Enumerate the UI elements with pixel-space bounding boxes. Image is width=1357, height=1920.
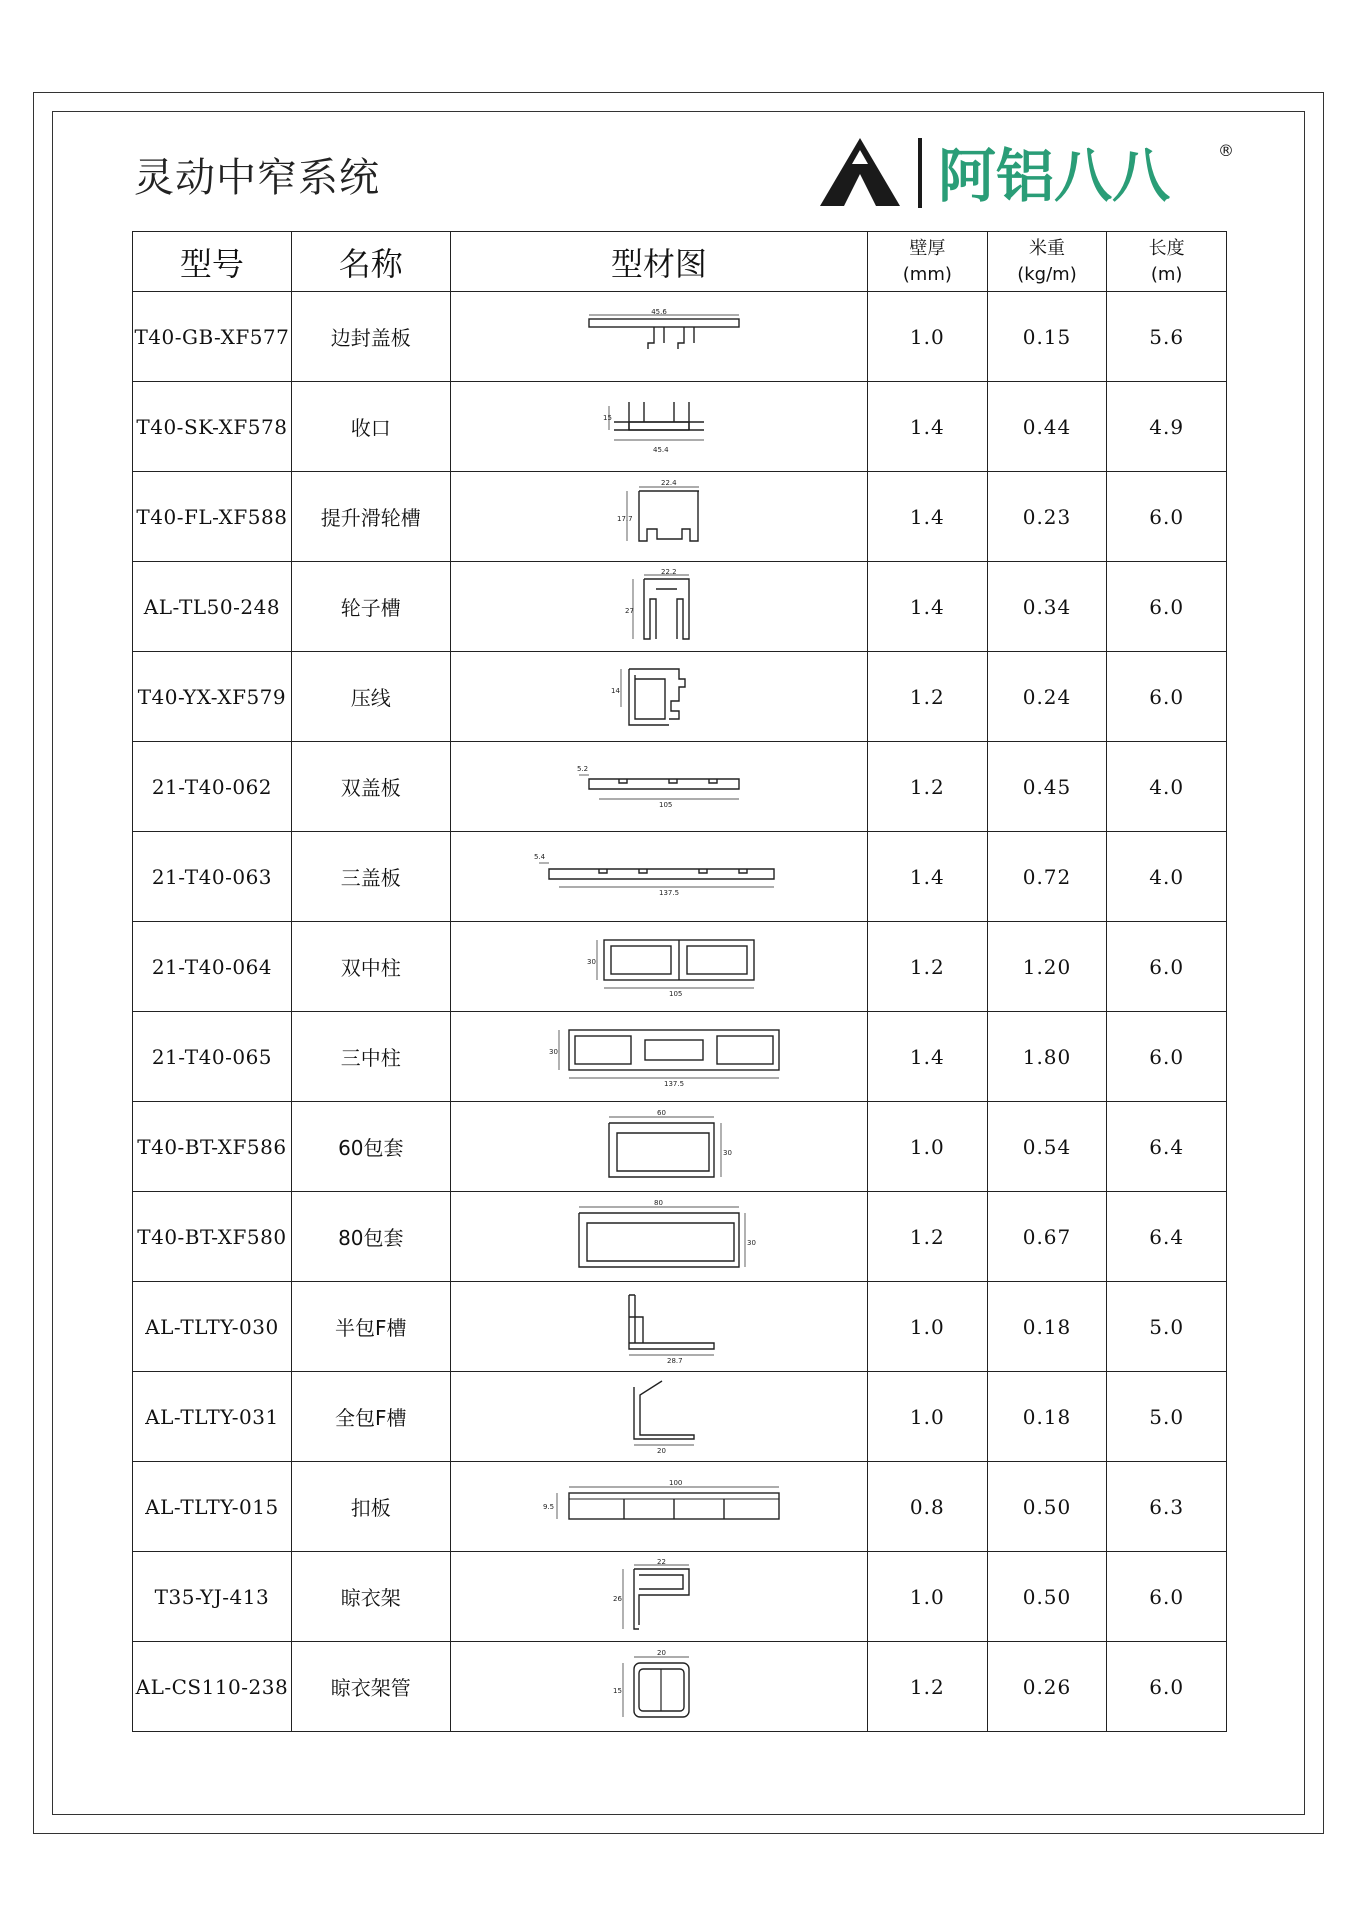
- cell-weight: 0.50: [987, 1552, 1107, 1642]
- cell-model: AL-TLTY-031: [133, 1372, 292, 1462]
- svg-text:30: 30: [586, 957, 596, 966]
- cell-drawing: [450, 292, 867, 382]
- cell-drawing: [450, 1282, 867, 1372]
- cell-name: 全包F槽: [291, 1372, 450, 1462]
- cell-weight: 0.24: [987, 652, 1107, 742]
- cell-weight: 0.50: [987, 1462, 1107, 1552]
- profile-drawing: [559, 757, 759, 817]
- cell-weight: 1.80: [987, 1012, 1107, 1102]
- cell-weight: 0.23: [987, 472, 1107, 562]
- cell-weight: 0.44: [987, 382, 1107, 472]
- cell-model: 21-T40-065: [133, 1012, 292, 1102]
- profile-drawing: [589, 1647, 729, 1727]
- svg-text:100: 100: [668, 1478, 683, 1487]
- cell-name: 60包套: [291, 1102, 450, 1192]
- cell-weight: 0.18: [987, 1372, 1107, 1462]
- cell-weight: 0.45: [987, 742, 1107, 832]
- cell-model: AL-TL50-248: [133, 562, 292, 652]
- cell-length: 6.0: [1107, 472, 1227, 562]
- cell-length: 5.0: [1107, 1282, 1227, 1372]
- svg-text:22.2: 22.2: [660, 567, 677, 576]
- cell-thickness: 1.4: [868, 472, 988, 562]
- cell-name: 80包套: [291, 1192, 450, 1282]
- brand-name: 阿铝八八: [938, 142, 1171, 210]
- cell-model: 21-T40-063: [133, 832, 292, 922]
- cell-weight: 0.26: [987, 1642, 1107, 1732]
- cell-model: AL-TLTY-030: [133, 1282, 292, 1372]
- registered-mark: ®: [1218, 141, 1234, 160]
- logo-divider: [918, 138, 922, 208]
- svg-text:60: 60: [656, 1108, 666, 1117]
- svg-text:28.7: 28.7: [666, 1356, 683, 1365]
- svg-text:80: 80: [653, 1198, 663, 1207]
- cell-length: 6.4: [1107, 1102, 1227, 1192]
- cell-name: 晾衣架: [291, 1552, 450, 1642]
- cell-model: T40-BT-XF586: [133, 1102, 292, 1192]
- cell-thickness: 1.2: [868, 1642, 988, 1732]
- table-row: [133, 1552, 1227, 1642]
- table-row: [133, 382, 1227, 472]
- cell-name: 提升滑轮槽: [291, 472, 450, 562]
- profile-drawing: [559, 1197, 759, 1277]
- cell-name: 半包F槽: [291, 1282, 450, 1372]
- table-row: [133, 1012, 1227, 1102]
- cell-length: 6.0: [1107, 1552, 1227, 1642]
- cell-length: 5.6: [1107, 292, 1227, 382]
- cell-weight: 0.72: [987, 832, 1107, 922]
- cell-thickness: 1.2: [868, 742, 988, 832]
- header-name: 名称: [291, 232, 450, 292]
- cell-model: 21-T40-064: [133, 922, 292, 1012]
- cell-name: 收口: [291, 382, 450, 472]
- cell-drawing: [450, 1192, 867, 1282]
- svg-text:45.6: 45.6: [651, 307, 667, 316]
- cell-weight: 1.20: [987, 922, 1107, 1012]
- cell-drawing: [450, 832, 867, 922]
- cell-drawing: [450, 742, 867, 832]
- profile-drawing: [589, 392, 729, 462]
- table-row: [133, 292, 1227, 382]
- cell-thickness: 1.0: [868, 1372, 988, 1462]
- cell-length: 6.3: [1107, 1462, 1227, 1552]
- svg-text:105: 105: [668, 989, 683, 998]
- cell-thickness: 1.4: [868, 382, 988, 472]
- cell-drawing: [450, 1462, 867, 1552]
- cell-drawing: [450, 562, 867, 652]
- cell-thickness: 1.2: [868, 652, 988, 742]
- cell-thickness: 1.0: [868, 1282, 988, 1372]
- triangle-a-logo-icon: [820, 138, 900, 206]
- svg-text:137.5: 137.5: [658, 888, 679, 897]
- brand-logo: [820, 132, 1240, 212]
- header-model: 型号: [133, 232, 292, 292]
- cell-name: 压线: [291, 652, 450, 742]
- cell-drawing: [450, 382, 867, 472]
- cell-drawing: [450, 652, 867, 742]
- svg-text:30: 30: [746, 1238, 756, 1247]
- table-row: [133, 1372, 1227, 1462]
- profile-drawing: [529, 1022, 789, 1092]
- svg-text:15: 15: [602, 413, 612, 422]
- cell-drawing: [450, 922, 867, 1012]
- svg-text:17.7: 17.7: [616, 514, 633, 523]
- cell-length: 6.0: [1107, 922, 1227, 1012]
- header-weight-label: 米重: [1028, 237, 1065, 259]
- cell-thickness: 1.2: [868, 1192, 988, 1282]
- cell-model: T40-SK-XF578: [133, 382, 292, 472]
- cell-model: T35-YJ-413: [133, 1552, 292, 1642]
- cell-length: 6.0: [1107, 652, 1227, 742]
- cell-drawing: [450, 472, 867, 562]
- cell-length: 6.0: [1107, 562, 1227, 652]
- cell-weight: 0.15: [987, 292, 1107, 382]
- page-title: 灵动中窄系统: [134, 155, 380, 201]
- cell-thickness: 1.0: [868, 1552, 988, 1642]
- cell-length: 6.0: [1107, 1012, 1227, 1102]
- header-length: [1107, 232, 1227, 292]
- header-drawing: 型材图: [450, 232, 867, 292]
- cell-length: 6.0: [1107, 1642, 1227, 1732]
- cell-model: T40-YX-XF579: [133, 652, 292, 742]
- cell-thickness: 1.0: [868, 292, 988, 382]
- cell-length: 5.0: [1107, 1372, 1227, 1462]
- cell-drawing: [450, 1012, 867, 1102]
- svg-text:22.4: 22.4: [660, 478, 677, 487]
- svg-text:9.5: 9.5: [542, 1502, 554, 1511]
- svg-text:26: 26: [612, 1594, 622, 1603]
- cell-name: 双中柱: [291, 922, 450, 1012]
- cell-thickness: 1.4: [868, 1012, 988, 1102]
- cell-name: 轮子槽: [291, 562, 450, 652]
- cell-drawing: [450, 1552, 867, 1642]
- svg-text:5.2: 5.2: [576, 764, 588, 773]
- table-row: [133, 652, 1227, 742]
- table-header-row: [133, 232, 1227, 292]
- cell-drawing: [450, 1642, 867, 1732]
- cell-name: 扣板: [291, 1462, 450, 1552]
- profile-drawing: [599, 477, 719, 557]
- cell-model: AL-TLTY-015: [133, 1462, 292, 1552]
- profile-drawing: [559, 932, 759, 1002]
- profile-drawing: [529, 1477, 789, 1537]
- table-row: [133, 472, 1227, 562]
- svg-text:14: 14: [610, 686, 620, 695]
- cell-name: 三盖板: [291, 832, 450, 922]
- cell-model: T40-FL-XF588: [133, 472, 292, 562]
- cell-name: 边封盖板: [291, 292, 450, 382]
- header-thickness-unit: (mm): [902, 263, 952, 285]
- header-length-unit: (m): [1150, 263, 1183, 285]
- cell-name: 双盖板: [291, 742, 450, 832]
- svg-text:30: 30: [722, 1148, 732, 1157]
- profile-drawing: [559, 307, 759, 367]
- cell-weight: 0.34: [987, 562, 1107, 652]
- table-row: [133, 1192, 1227, 1282]
- profile-drawing: [589, 1287, 729, 1367]
- profile-spec-table: [132, 231, 1227, 1732]
- svg-text:105: 105: [658, 800, 673, 809]
- header-thickness-label: 壁厚: [909, 237, 946, 259]
- header-thickness: [868, 232, 988, 292]
- profile-drawing: [579, 1107, 739, 1187]
- table-row: [133, 922, 1227, 1012]
- cell-model: T40-BT-XF580: [133, 1192, 292, 1282]
- profile-drawing: [599, 567, 719, 647]
- table-row: [133, 562, 1227, 652]
- cell-length: 6.4: [1107, 1192, 1227, 1282]
- cell-drawing: [450, 1102, 867, 1192]
- table-row: [133, 832, 1227, 922]
- profile-drawing: [529, 847, 789, 907]
- svg-text:15: 15: [612, 1686, 622, 1695]
- svg-text:27: 27: [624, 606, 634, 615]
- header-weight: [987, 232, 1107, 292]
- cell-length: 4.0: [1107, 742, 1227, 832]
- cell-thickness: 1.4: [868, 562, 988, 652]
- svg-text:20: 20: [656, 1648, 666, 1657]
- svg-text:45.4: 45.4: [652, 445, 669, 454]
- cell-weight: 0.67: [987, 1192, 1107, 1282]
- table-row: [133, 1642, 1227, 1732]
- svg-text:22: 22: [656, 1557, 666, 1566]
- cell-model: AL-CS110-238: [133, 1642, 292, 1732]
- cell-thickness: 1.4: [868, 832, 988, 922]
- table-row: [133, 1102, 1227, 1192]
- header-length-label: 长度: [1148, 237, 1185, 259]
- cell-drawing: [450, 1372, 867, 1462]
- profile-drawing: [589, 1377, 729, 1457]
- table-row: [133, 1462, 1227, 1552]
- svg-text:20: 20: [656, 1446, 666, 1455]
- cell-model: T40-GB-XF577: [133, 292, 292, 382]
- cell-weight: 0.18: [987, 1282, 1107, 1372]
- cell-length: 4.9: [1107, 382, 1227, 472]
- cell-thickness: 1.2: [868, 922, 988, 1012]
- cell-thickness: 1.0: [868, 1102, 988, 1192]
- table-row: [133, 742, 1227, 832]
- cell-name: 晾衣架管: [291, 1642, 450, 1732]
- cell-thickness: 0.8: [868, 1462, 988, 1552]
- cell-name: 三中柱: [291, 1012, 450, 1102]
- svg-text:137.5: 137.5: [663, 1079, 684, 1088]
- profile-drawing: [589, 1557, 729, 1637]
- profile-drawing: [599, 657, 719, 737]
- svg-text:5.4: 5.4: [533, 852, 545, 861]
- cell-model: 21-T40-062: [133, 742, 292, 832]
- header-weight-unit: (kg/m): [1017, 263, 1077, 285]
- table-row: [133, 1282, 1227, 1372]
- cell-length: 4.0: [1107, 832, 1227, 922]
- cell-weight: 0.54: [987, 1102, 1107, 1192]
- svg-text:30: 30: [548, 1047, 558, 1056]
